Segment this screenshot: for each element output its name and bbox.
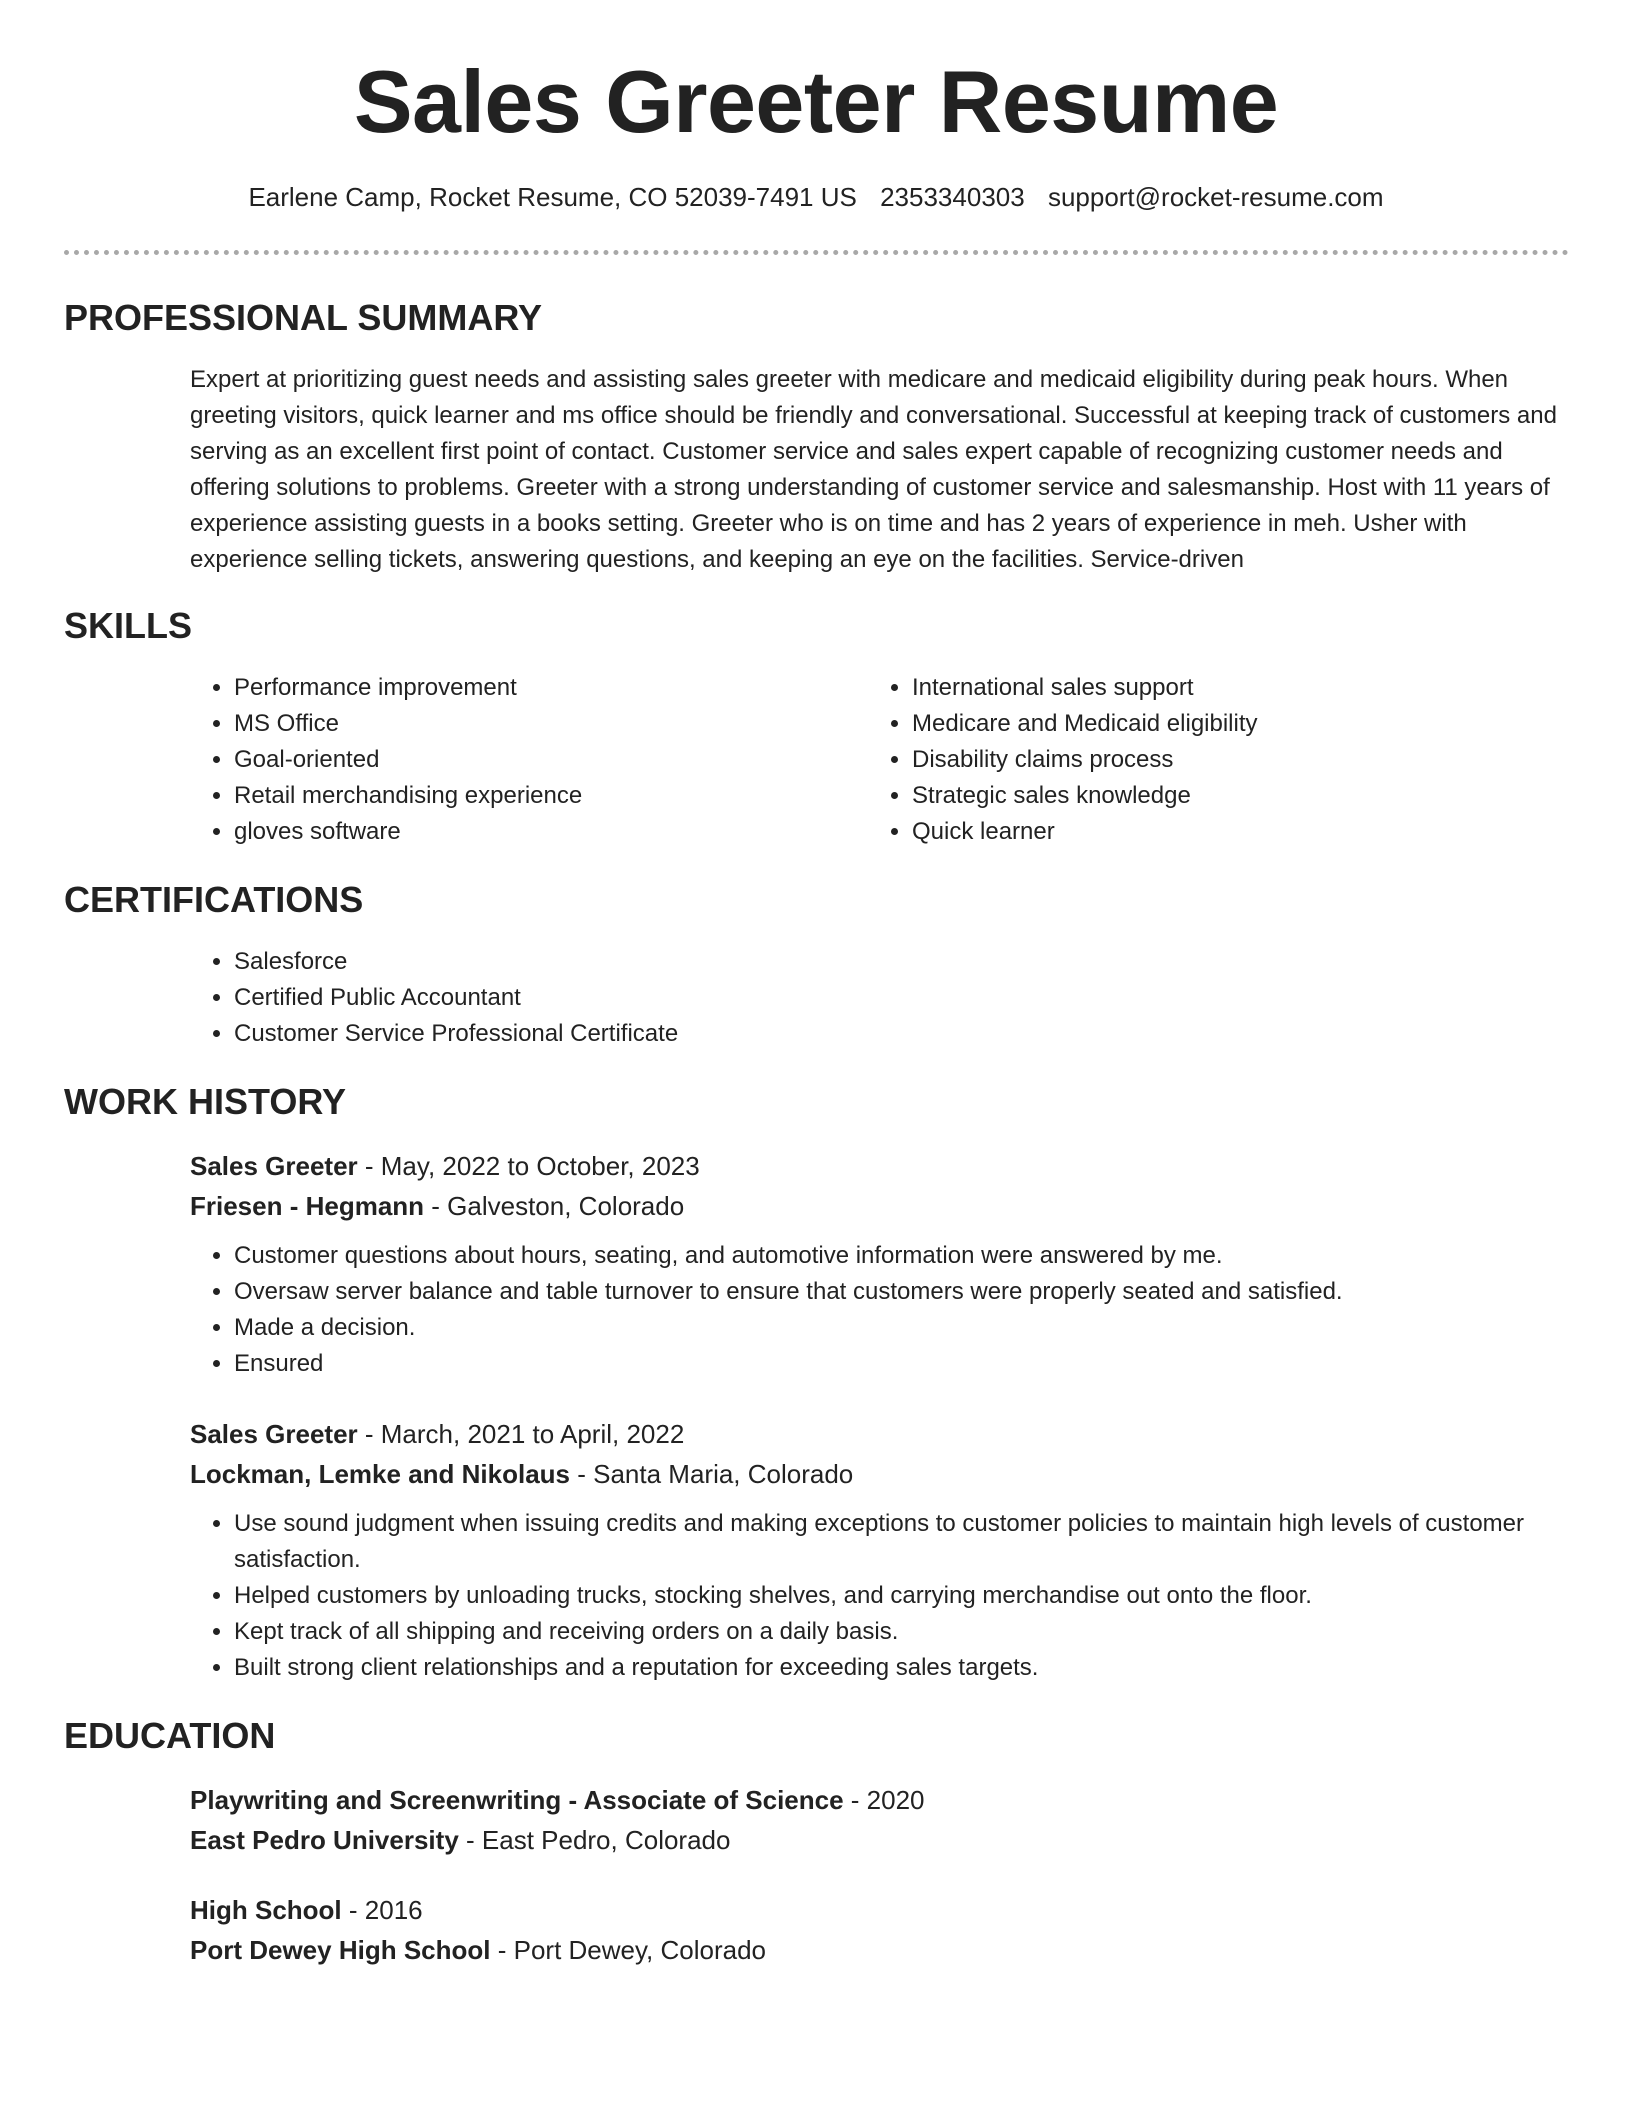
summary-text: Expert at prioritizing guest needs and assisting sales greeter with medicare and medicaid eligibility during peak hours. When greeting visitors, quick learner and ms office should be friendly and conversational. Successful at keeping track of customers and serving as an excellent first point of contact. Customer service and sales expert capable of recognizing customer needs and offering solutions to problems. Greeter with a strong understanding of customer service and salesmanship. Host with 11 years of experience assisting guests in a books setting. Greeter who is on time and has 2 years of experience in meh. Usher with experience selling tickets, answering questions, and keeping an eye on the facilities. Service-driven bbox=[190, 366, 1557, 573]
education-entry bbox=[190, 1780, 1570, 1860]
skill-item: • Retail merchandising experience bbox=[234, 778, 870, 814]
job-company: Lockman, Lemke and Nikolaus bbox=[190, 1459, 571, 1489]
school-location: - Port Dewey, Colorado bbox=[490, 1935, 767, 1965]
skill-item: • Performance improvement bbox=[234, 670, 870, 706]
education-entry bbox=[190, 1890, 1570, 1970]
degree-line bbox=[190, 1890, 1570, 1930]
degree-name: High School bbox=[190, 1895, 342, 1925]
job-bullet: • Use sound judgment when issuing credits and making exceptions to customer policies to maintain high levels of customer satisfaction. bbox=[234, 1506, 1570, 1578]
skill-item: • International sales support bbox=[912, 670, 1568, 706]
skill-item: • gloves software bbox=[234, 814, 870, 850]
degree-name: Playwriting and Screenwriting - Associate of Science bbox=[190, 1785, 844, 1815]
skill-item: • MS Office bbox=[234, 706, 870, 742]
skill-item: • Goal-oriented bbox=[234, 742, 870, 778]
degree-year: - 2020 bbox=[843, 1785, 925, 1815]
summary-heading: PROFESSIONAL SUMMARY bbox=[64, 297, 543, 338]
job-entry bbox=[190, 1146, 1570, 1382]
contact-address: Earlene Camp, Rocket Resume, CO 52039-7491 US bbox=[248, 182, 857, 212]
degree-year: - 2016 bbox=[341, 1895, 423, 1925]
summary-section bbox=[190, 362, 1570, 578]
job-location: - Galveston, Colorado bbox=[424, 1191, 685, 1221]
job-bullet: • Kept track of all shipping and receiving orders on a daily basis. bbox=[234, 1614, 1570, 1650]
job-company: Friesen - Hegmann bbox=[190, 1191, 425, 1221]
job-bullet: • Oversaw server balance and table turnover to ensure that customers were properly seated and satisfied. bbox=[234, 1274, 1570, 1310]
degree-line bbox=[190, 1780, 1570, 1820]
certification-item: • Salesforce bbox=[234, 944, 1570, 980]
job-company-line bbox=[190, 1186, 1570, 1226]
certifications-section bbox=[190, 944, 1570, 1052]
skill-item: • Strategic sales knowledge bbox=[912, 778, 1568, 814]
job-location: - Santa Maria, Colorado bbox=[570, 1459, 854, 1489]
skills-left-column bbox=[190, 670, 870, 850]
skill-item: • Quick learner bbox=[912, 814, 1568, 850]
contact-phone: 2353340303 bbox=[880, 182, 1025, 212]
job-title-line bbox=[190, 1414, 1570, 1454]
certifications-heading: CERTIFICATIONS bbox=[64, 879, 364, 920]
job-company-line bbox=[190, 1454, 1570, 1494]
school-name: Port Dewey High School bbox=[190, 1935, 491, 1965]
job-title: Sales Greeter bbox=[190, 1151, 358, 1181]
job-bullet: • Made a decision. bbox=[234, 1310, 1570, 1346]
education-heading: EDUCATION bbox=[64, 1715, 276, 1756]
job-title: Sales Greeter bbox=[190, 1419, 358, 1449]
certification-item: • Customer Service Professional Certificate bbox=[234, 1016, 1570, 1052]
skills-heading: SKILLS bbox=[64, 605, 193, 646]
job-dates: - May, 2022 to October, 2023 bbox=[357, 1151, 700, 1181]
job-bullet: • Ensured bbox=[234, 1346, 1570, 1382]
school-location: - East Pedro, Colorado bbox=[458, 1825, 731, 1855]
skill-item: • Medicare and Medicaid eligibility bbox=[912, 706, 1568, 742]
certification-item: • Certified Public Accountant bbox=[234, 980, 1570, 1016]
contact-email[interactable]: support@rocket-resume.com bbox=[1047, 182, 1384, 212]
school-name: East Pedro University bbox=[190, 1825, 459, 1855]
skills-right-column bbox=[868, 670, 1568, 850]
job-bullet: • Helped customers by unloading trucks, stocking shelves, and carrying merchandise out onto the floor. bbox=[234, 1578, 1570, 1614]
job-dates: - March, 2021 to April, 2022 bbox=[357, 1419, 685, 1449]
job-bullet: • Built strong client relationships and a reputation for exceeding sales targets. bbox=[234, 1650, 1570, 1686]
header-divider bbox=[64, 250, 1569, 255]
job-entry bbox=[190, 1414, 1570, 1686]
resume-title: Sales Greeter Resume bbox=[353, 52, 1279, 151]
work-history-heading: WORK HISTORY bbox=[64, 1081, 347, 1122]
contact-line bbox=[0, 180, 1632, 214]
job-bullet: • Customer questions about hours, seating, and automotive information were answered by me. bbox=[234, 1238, 1570, 1274]
job-title-line bbox=[190, 1146, 1570, 1186]
school-line bbox=[190, 1820, 1570, 1860]
skill-item: • Disability claims process bbox=[912, 742, 1568, 778]
school-line bbox=[190, 1930, 1570, 1970]
